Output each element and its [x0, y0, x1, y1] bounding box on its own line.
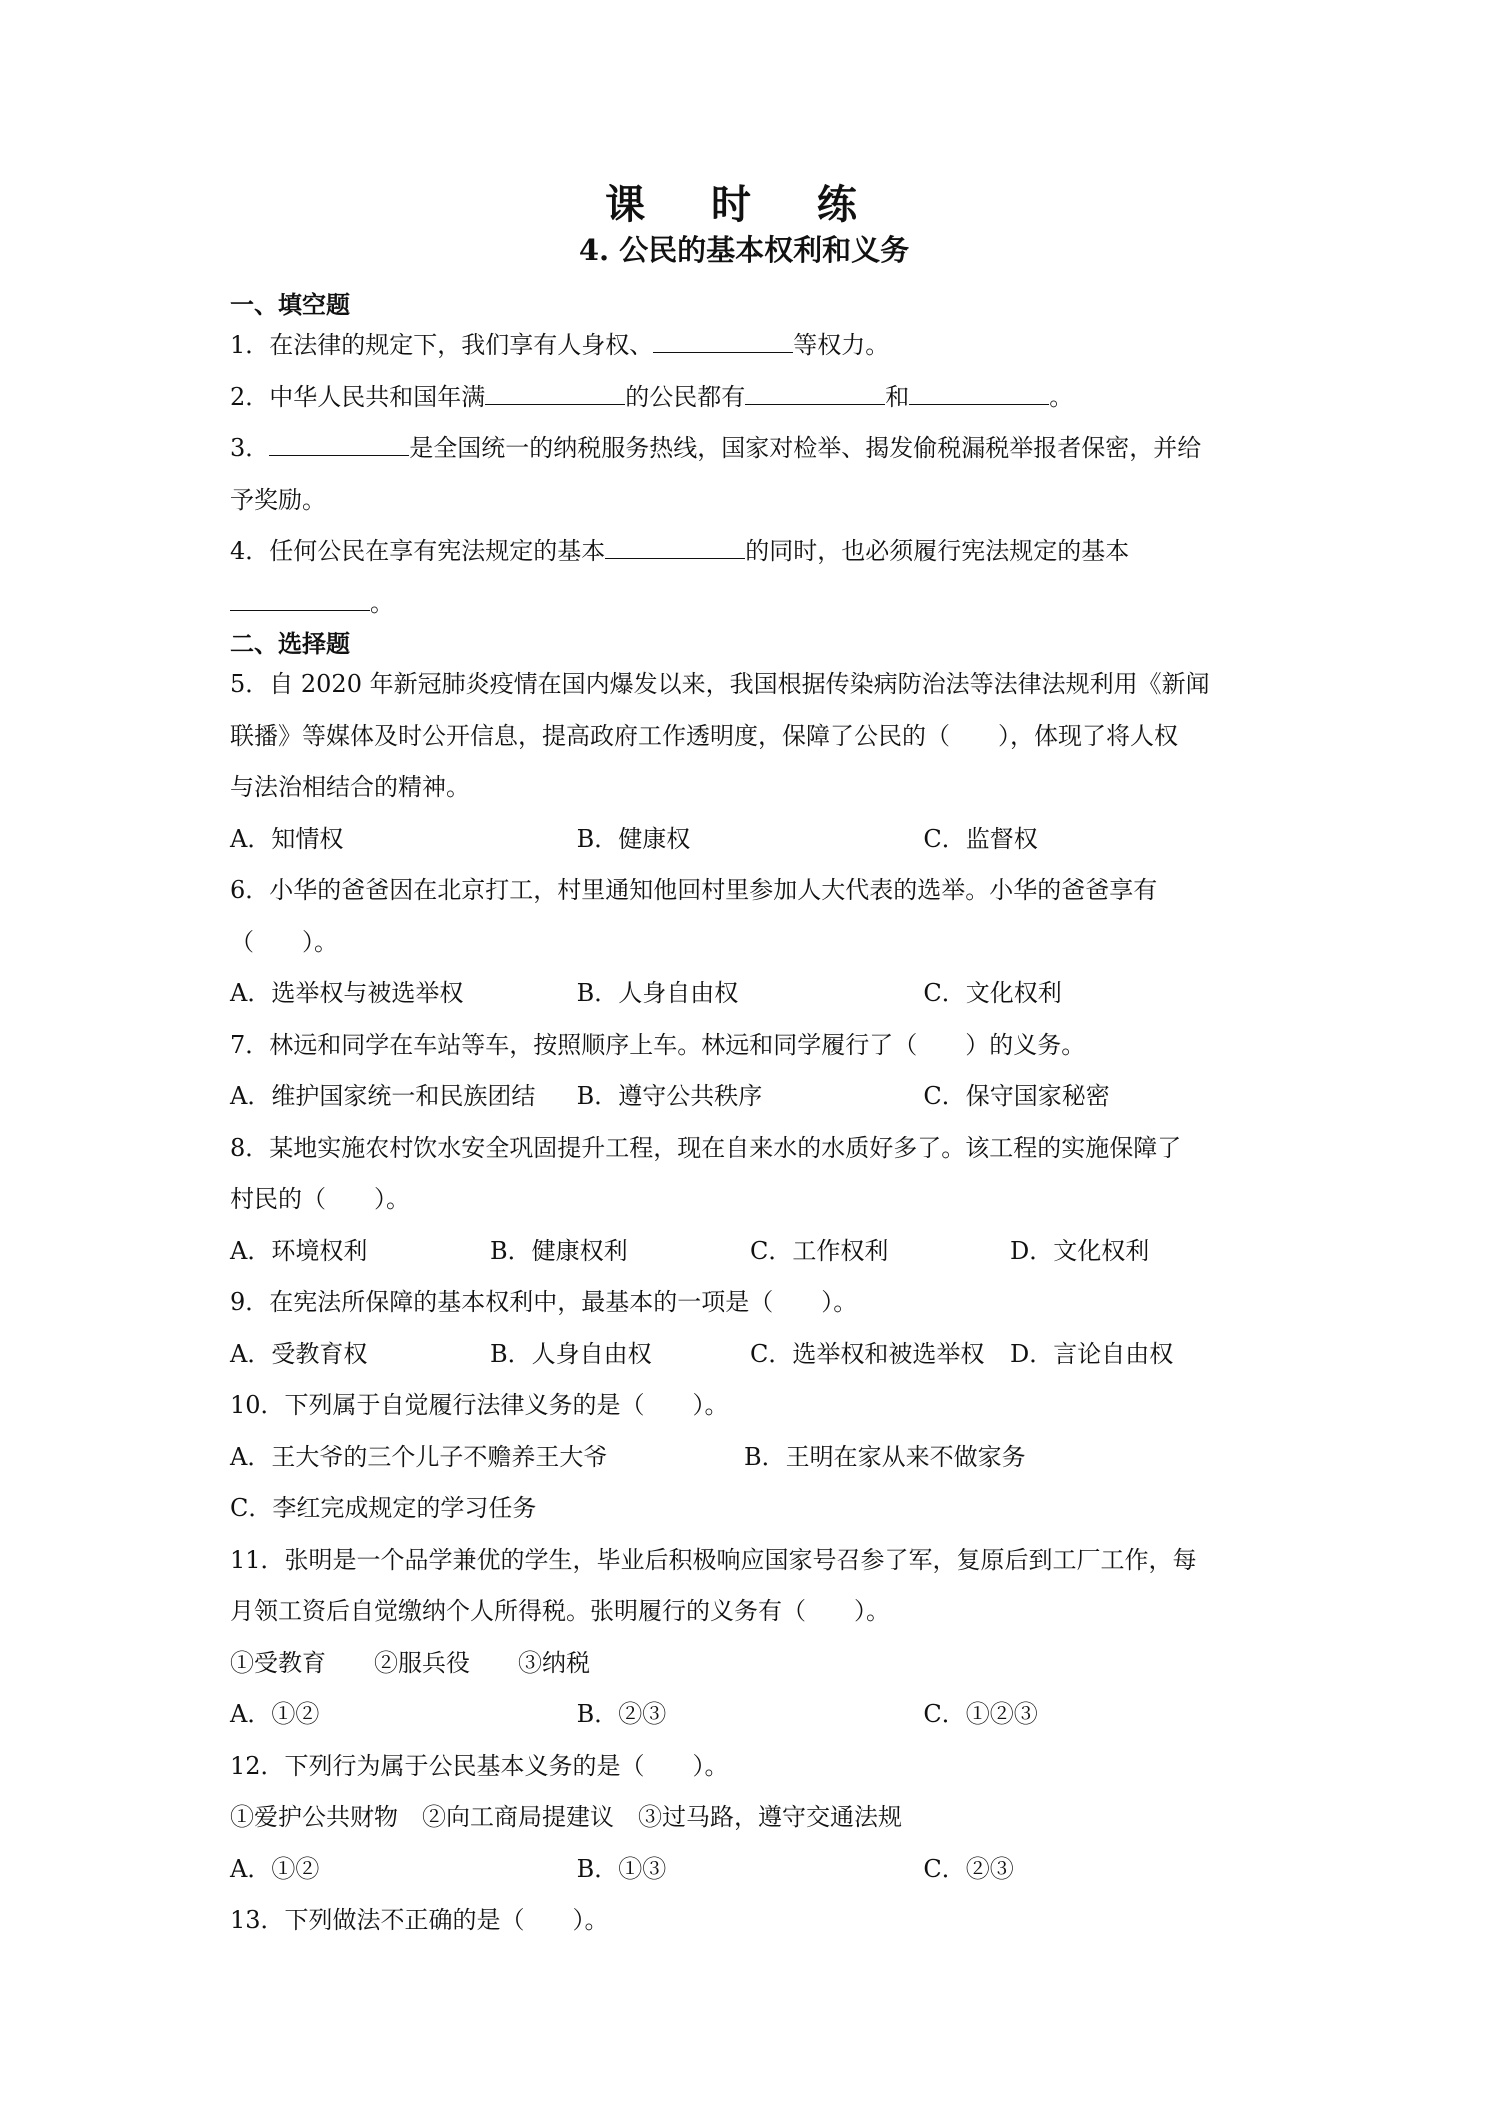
option-b[interactable]: B．人身自由权 [490, 1339, 652, 1368]
question-5-line-3: 与法治相结合的精神。 [230, 773, 470, 801]
question-12-options [230, 1844, 1270, 1896]
option-c[interactable]: C．选举权和被选举权 [750, 1339, 985, 1368]
section-fill-heading: 一、填空题 [230, 290, 350, 319]
option-a[interactable]: A．受教育权 [230, 1339, 368, 1368]
option-a[interactable]: A．王大爷的三个儿子不赡养王大爷 [230, 1442, 608, 1471]
answer-blank[interactable] [909, 378, 1049, 405]
option-c[interactable]: C．保守国家秘密 [923, 1082, 1110, 1110]
option-c[interactable]: C．①②③ [923, 1700, 1038, 1728]
question-6-line-2: （ ）。 [230, 927, 338, 956]
question-12: 12．下列行为属于公民基本义务的是（ ）。 [230, 1751, 729, 1780]
question-9: 9．在宪法所保障的基本权利中，最基本的一项是（ ）。 [230, 1288, 858, 1316]
question-5-options [230, 814, 1270, 866]
question-1: 1．在法律的规定下，我们享有人身权、 等权力。 [230, 320, 1270, 372]
option-d[interactable]: D．言论自由权 [1010, 1339, 1174, 1368]
question-4: 4．任何公民在享有宪法规定的基本 的同时，也必须履行宪法规定的基本 [230, 526, 1270, 578]
option-b[interactable]: B．王明在家从来不做家务 [744, 1442, 1026, 1471]
question-6-options [230, 968, 1270, 1020]
option-b[interactable]: B．健康权利 [490, 1236, 628, 1265]
option-a[interactable]: A．维护国家统一和民族团结 [230, 1082, 536, 1110]
option-c[interactable]: C．②③ [923, 1854, 1014, 1883]
option-c[interactable]: C．监督权 [923, 824, 1038, 853]
question-3-line-2: 予奖励。 [230, 485, 326, 514]
question-7-options [230, 1071, 1270, 1123]
option-a[interactable]: A．环境权利 [230, 1236, 368, 1265]
option-a[interactable]: A．知情权 [230, 824, 344, 853]
option-c[interactable]: C．工作权利 [750, 1236, 889, 1265]
option-a[interactable]: A．①② [230, 1700, 320, 1728]
worksheet-content [230, 290, 1270, 1947]
question-11-options [230, 1689, 1270, 1741]
question-11-line-2: 月领工资后自觉缴纳个人所得税。张明履行的义务有（ ）。 [230, 1597, 890, 1625]
question-8-options [230, 1226, 1270, 1278]
question-9-options [230, 1329, 1270, 1381]
question-5: 5．自 2020 年新冠肺炎疫情在国内爆发以来，我国根据传染病防治法等法律法规利用《新闻 [230, 670, 1210, 698]
answer-blank[interactable] [745, 378, 885, 405]
question-7: 7．林远和同学在车站等车，按照顺序上车。林远和同学履行了（ ）的义务。 [230, 1030, 1086, 1059]
option-c[interactable]: C．李红完成规定的学习任务 [230, 1494, 537, 1522]
answer-blank[interactable] [653, 326, 793, 353]
answer-blank[interactable] [269, 429, 409, 456]
option-a[interactable]: A．①② [230, 1854, 320, 1883]
option-a[interactable]: A．选举权与被选举权 [230, 979, 464, 1007]
answer-blank[interactable] [230, 584, 370, 611]
question-11: 11．张明是一个品学兼优的学生，毕业后积极响应国家号召参了军，复原后到工厂工作，每 [230, 1545, 1197, 1574]
answer-blank[interactable] [605, 532, 745, 559]
page-subtitle: 4. 公民的基本权利和义务 [578, 233, 910, 267]
question-10: 10．下列属于自觉履行法律义务的是（ ）。 [230, 1391, 729, 1419]
question-3: 3． 是全国统一的纳税服务热线，国家对检举、揭发偷税漏税举报者保密，并给 [230, 423, 1270, 475]
page-title: 课 时 练 [605, 181, 883, 228]
question-2: 2．中华人民共和国年满 的公民都有 和 。 [230, 372, 1270, 424]
option-d[interactable]: D．文化权利 [1010, 1236, 1150, 1265]
section-choice-heading: 二、选择题 [230, 629, 350, 658]
question-8-line-2: 村民的（ ）。 [230, 1185, 410, 1213]
option-c[interactable]: C．文化权利 [923, 979, 1062, 1007]
question-13: 13．下列做法不正确的是（ ）。 [230, 1906, 609, 1934]
question-8: 8．某地实施农村饮水安全巩固提升工程，现在自来水的水质好多了。该工程的实施保障了 [230, 1133, 1182, 1162]
option-b[interactable]: B．健康权 [576, 824, 691, 853]
question-4-line-2: 。 [230, 578, 1270, 630]
question-11-items: ①受教育 ②服兵役 ③纳税 [230, 1648, 590, 1677]
question-5-line-2: 联播》等媒体及时公开信息，提高政府工作透明度，保障了公民的（ ），体现了将人权 [230, 721, 1178, 750]
option-b[interactable]: B．遵守公共秩序 [576, 1082, 763, 1110]
option-b[interactable]: B．人身自由权 [576, 979, 739, 1007]
option-b[interactable]: B．②③ [576, 1700, 667, 1728]
answer-blank[interactable] [485, 378, 625, 405]
question-6: 6．小华的爸爸因在北京打工，村里通知他回村里参加人大代表的选举。小华的爸爸享有 [230, 876, 1158, 904]
question-12-items: ①爱护公共财物 ②向工商局提建议 ③过马路，遵守交通法规 [230, 1803, 902, 1831]
option-b[interactable]: B．①③ [576, 1854, 667, 1883]
question-10-options [230, 1432, 1270, 1484]
